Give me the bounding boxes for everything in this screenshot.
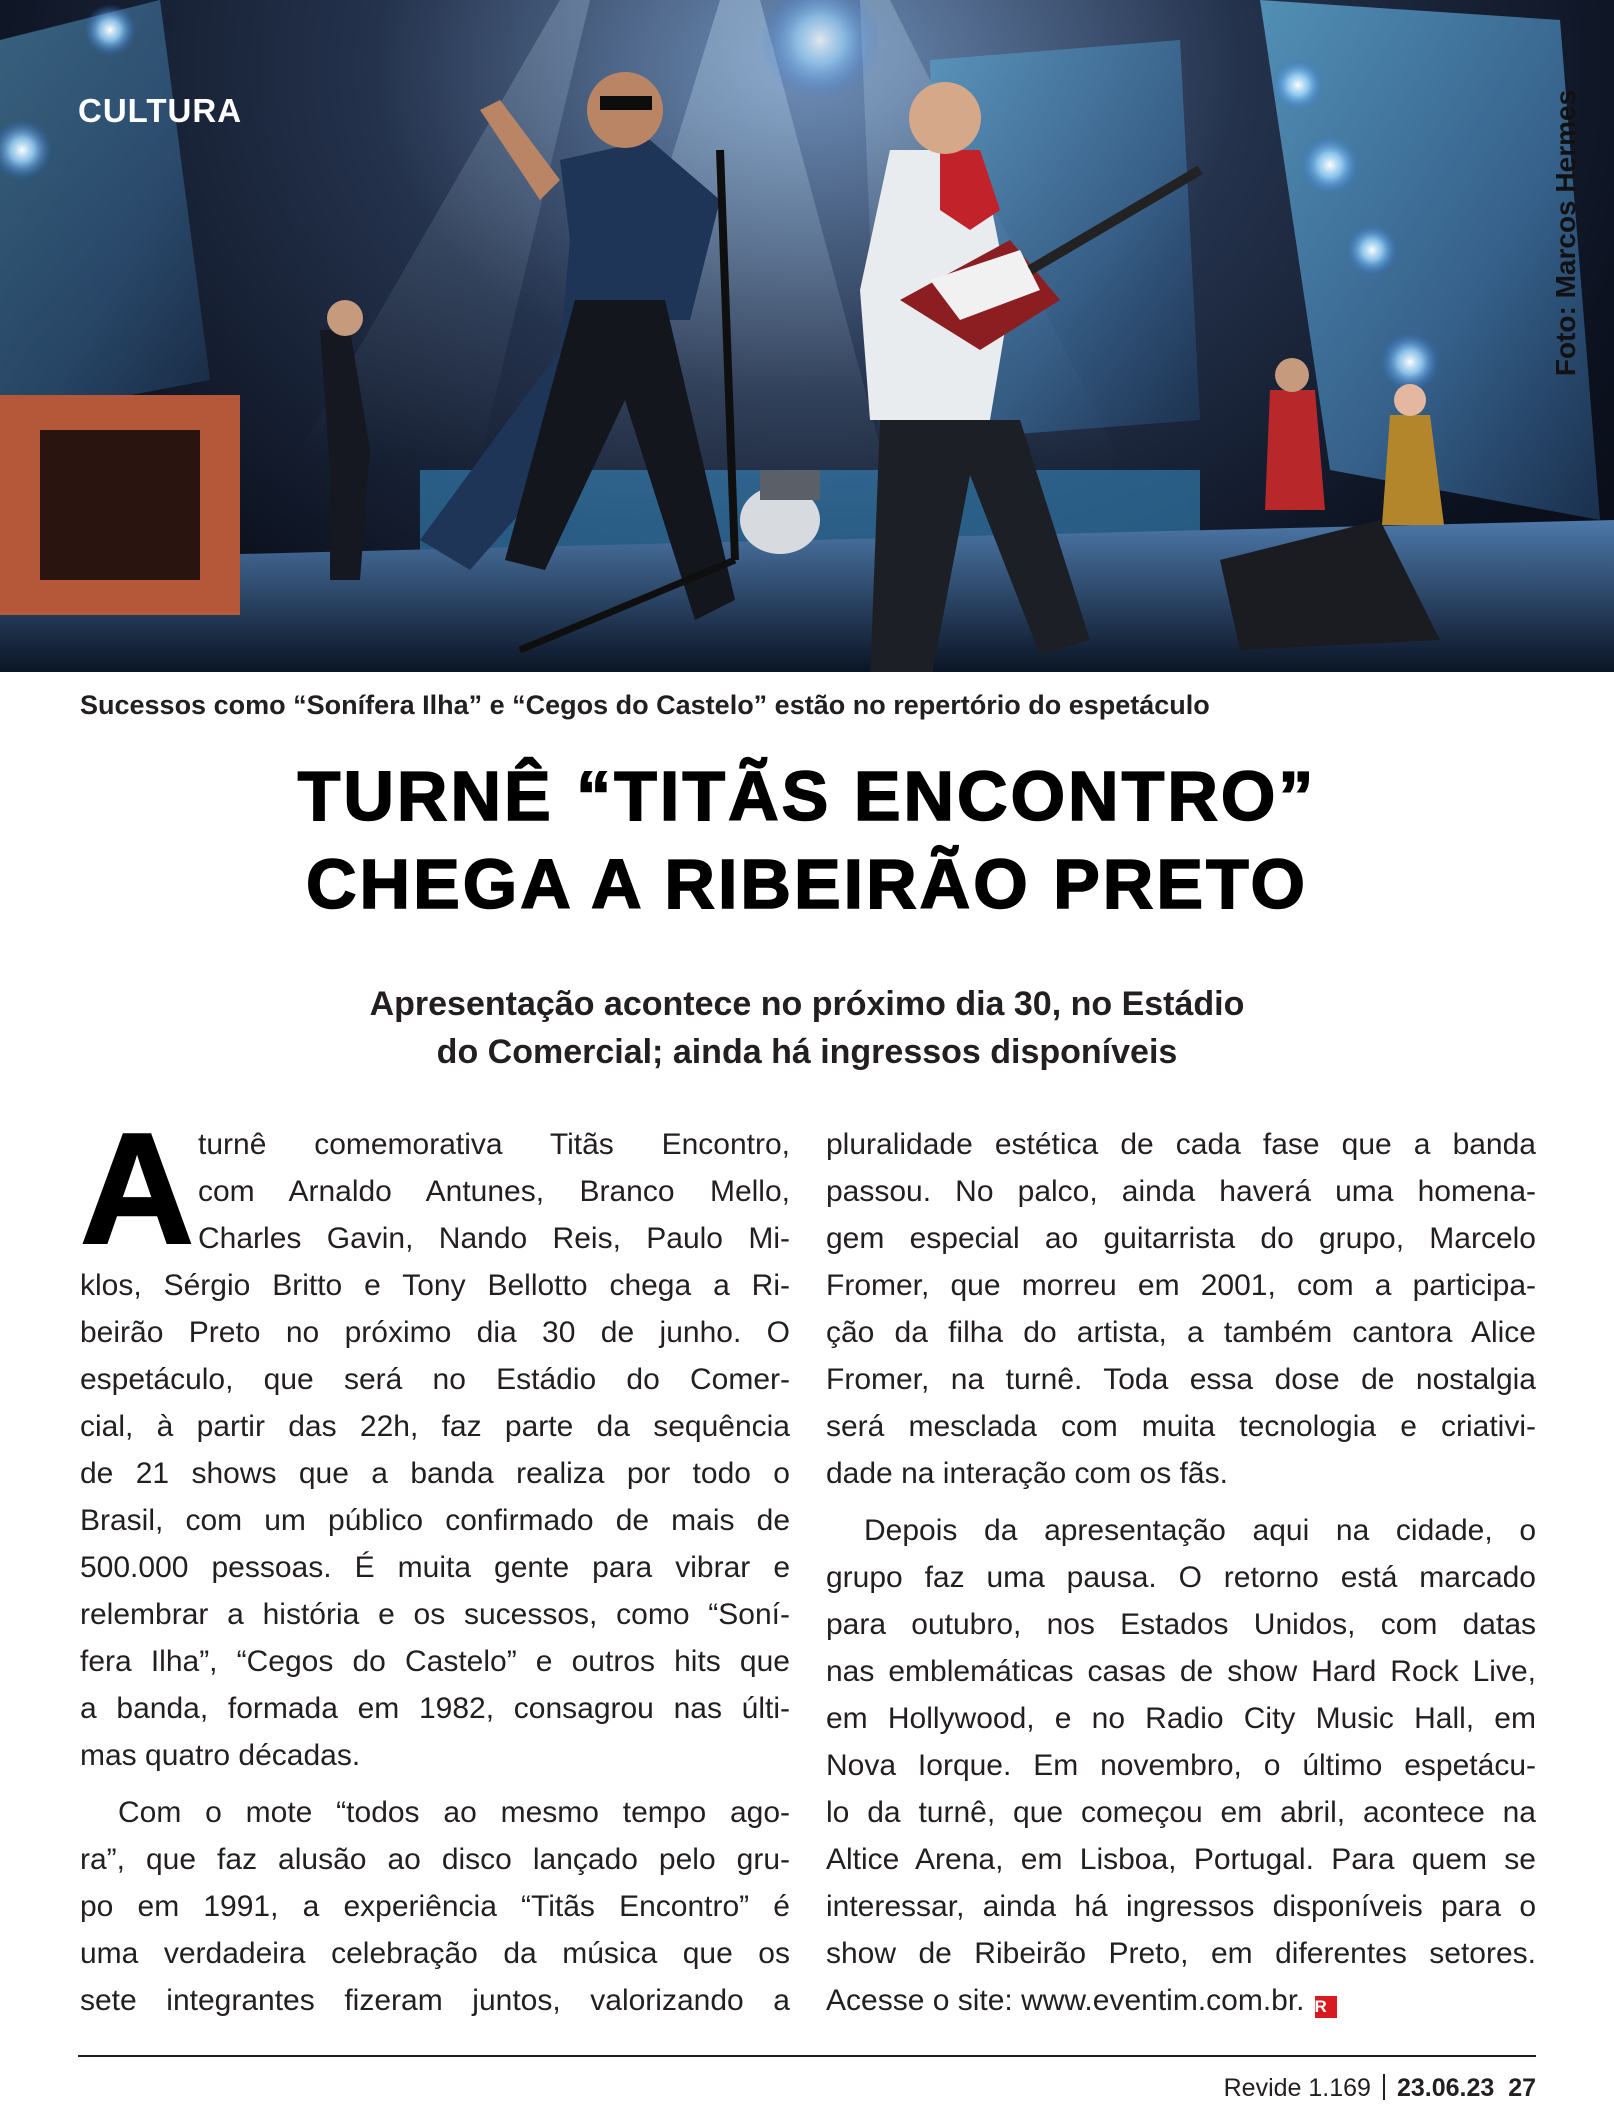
photo-credit-text: Foto: Marcos Hermes	[1550, 89, 1582, 377]
article-title	[0, 752, 1614, 928]
issue-date: 23.06.23	[1396, 2074, 1495, 2102]
footer-rule	[78, 2055, 1536, 2057]
body-line: passou. No palco, ainda haverá uma homena-	[826, 1175, 1536, 1208]
body-line: 500.000 pessoas. É muita gente para vibrar e	[80, 1551, 790, 1584]
body-line: show de Ribeirão Preto, em diferentes setores.	[826, 1937, 1536, 1970]
paragraph-gap	[826, 1497, 1536, 1507]
body-line: Brasil, com um público confirmado de mais de	[80, 1504, 790, 1537]
drop-cap: A	[80, 1101, 195, 1277]
end-of-article-icon: R	[1315, 1996, 1337, 2018]
body-line-final-text: Acesse o site: www.eventim.com.br.	[826, 1984, 1305, 2017]
article-title-line: TURNÊ “TITÃS ENCONTRO”	[297, 757, 1317, 835]
body-line: dade na interação com os fãs.	[826, 1457, 1228, 1490]
body-line: ção da filha do artista, a também cantora Alice	[826, 1316, 1536, 1349]
footer-separator	[1383, 2074, 1385, 2100]
body-line: grupo faz uma pausa. O retorno está marcado	[826, 1561, 1536, 1594]
body-line: em Hollywood, e no Radio City Music Hall, em	[826, 1702, 1536, 1735]
paragraph-gap	[80, 1779, 790, 1789]
body-line: Depois da apresentação aqui na cidade, o	[864, 1514, 1536, 1547]
section-label: CULTURA	[78, 92, 243, 129]
article-subtitle	[0, 980, 1614, 1076]
body-line: a banda, formada em 1982, consagrou nas últi-	[80, 1692, 790, 1725]
body-line: Fromer, que morreu em 2001, com a participa-	[826, 1269, 1536, 1302]
body-line: relembrar a história e os sucessos, como “Soní-	[80, 1598, 790, 1631]
body-line: ra”, que faz alusão ao disco lançado pelo gru-	[80, 1843, 790, 1876]
body-line: fera Ilha”, “Cegos do Castelo” e outros hits que	[80, 1645, 790, 1678]
body-line: Nova Iorque. Em novembro, o último espetácu-	[826, 1749, 1536, 1782]
body-line: pluralidade estética de cada fase que a banda	[826, 1128, 1536, 1161]
photo-credit	[1546, 78, 1586, 388]
body-line: beirão Preto no próximo dia 30 de junho. O	[80, 1316, 790, 1349]
body-line: será mesclada com muita tecnologia e criativi-	[826, 1410, 1536, 1443]
body-line: uma verdadeira celebração da música que os	[80, 1937, 790, 1970]
body-line: mas quatro décadas.	[80, 1739, 361, 1772]
body-line-final	[826, 1977, 1536, 2024]
article-subtitle-line: Apresentação acontece no próximo dia 30, no Estádio	[369, 985, 1245, 1023]
body-line: po em 1991, a experiência “Titãs Encontro” é	[80, 1890, 790, 1923]
article-column-left	[80, 1101, 790, 2024]
body-line: Altice Arena, em Lisboa, Portugal. Para quem se	[826, 1843, 1536, 1876]
body-line: para outubro, nos Estados Unidos, com datas	[826, 1608, 1536, 1641]
body-line: nas emblemáticas casas de show Hard Rock Live,	[826, 1655, 1536, 1688]
photo-caption: Sucessos como “Sonífera Ilha” e “Cegos do Castelo” estão no repertório do espetáculo	[80, 690, 1210, 720]
body-line: de 21 shows que a banda realiza por todo o	[80, 1457, 790, 1490]
body-line: turnê comemorativa Titãs Encontro,	[198, 1128, 790, 1161]
page-footer	[1224, 2074, 1536, 2103]
body-line: interessar, ainda há ingressos disponíveis para o	[826, 1890, 1536, 1923]
magazine-issue: Revide 1.169	[1223, 2074, 1371, 2102]
body-line: klos, Sérgio Britto e Tony Bellotto chega a Ri-	[80, 1269, 790, 1302]
body-line: gem especial ao guitarrista do grupo, Marcelo	[826, 1222, 1536, 1255]
page-number: 27	[1508, 2074, 1536, 2102]
article-subtitle-line: do Comercial; ainda há ingressos disponíveis	[436, 1033, 1178, 1071]
body-line: Com o mote “todos ao mesmo tempo ago-	[118, 1796, 790, 1829]
body-line: com Arnaldo Antunes, Branco Mello,	[198, 1175, 790, 1208]
body-line: cial, à partir das 22h, faz parte da sequência	[80, 1410, 790, 1443]
body-line: sete integrantes fizeram juntos, valorizando a	[80, 1984, 790, 2017]
body-line: espetáculo, que será no Estádio do Comer-	[80, 1363, 790, 1396]
body-line: lo da turnê, que começou em abril, acontece na	[826, 1796, 1536, 1829]
article-column-right	[826, 1121, 1536, 2024]
body-line: Fromer, na turnê. Toda essa dose de nostalgia	[826, 1363, 1536, 1396]
concert-illustration	[0, 0, 1614, 672]
article-title-line: CHEGA A RIBEIRÃO PRETO	[305, 845, 1308, 923]
body-line: Charles Gavin, Nando Reis, Paulo Mi-	[198, 1222, 790, 1255]
hero-photo	[0, 0, 1614, 672]
